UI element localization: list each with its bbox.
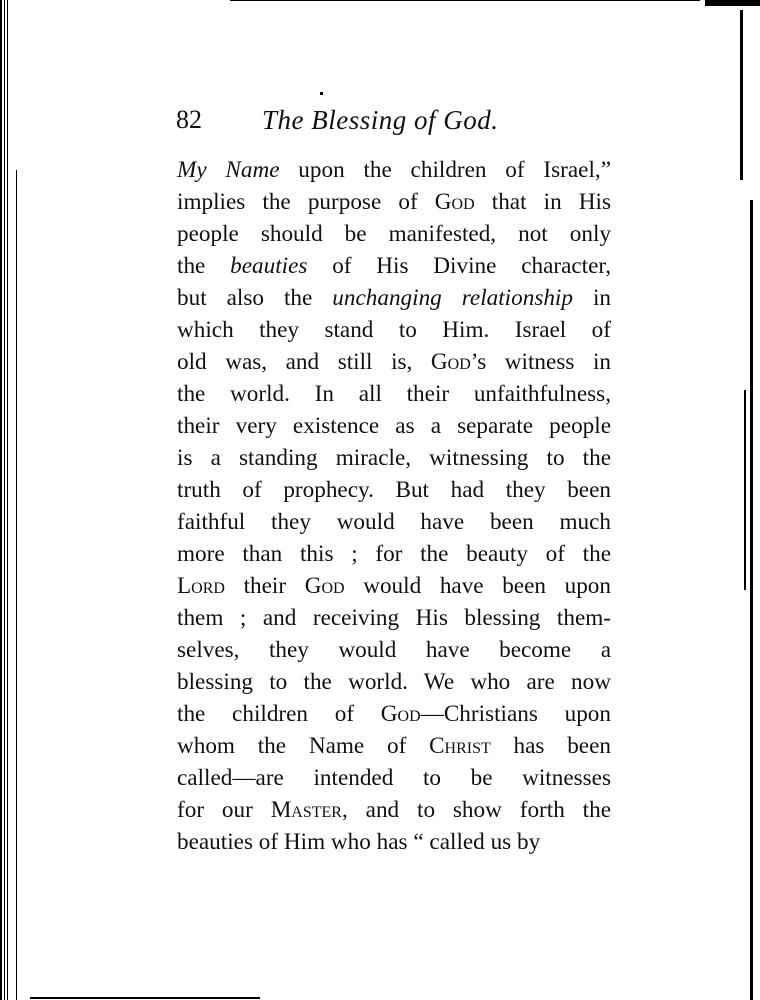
text-run: in [572, 285, 611, 311]
text-run: —Christians upon [420, 701, 611, 727]
left-binding-edge [7, 0, 8, 1000]
text-line [177, 314, 611, 346]
left-binding-edge [4, 0, 5, 1000]
text-line [177, 794, 611, 826]
small-caps-text: God [434, 189, 475, 215]
text-run: called—are intended to be witnesses [177, 765, 611, 791]
small-caps-text: God [430, 349, 471, 375]
text-run: upon the children of Israel,” [279, 157, 611, 183]
running-title: The Blessing of God. [262, 105, 499, 135]
text-run: their very existence as a separate people [177, 413, 611, 439]
text-line [177, 826, 611, 858]
text-run: but also the [177, 285, 333, 311]
text-line [177, 730, 611, 762]
text-run: selves, they would have become a [177, 637, 611, 663]
text-run: ’s witness in [470, 349, 611, 375]
text-line [177, 218, 611, 250]
text-run: has been [490, 733, 611, 759]
bottom-page-edge [30, 997, 260, 999]
page-number: 82 [176, 105, 202, 134]
text-run: which they stand to Him. Israel of [177, 317, 611, 343]
text-line [177, 346, 611, 378]
text-line [177, 698, 611, 730]
text-run: the children of [177, 701, 381, 727]
small-caps-text: Lord [177, 573, 225, 599]
text-run: implies the purpose of [177, 189, 435, 215]
left-binding-edge [0, 0, 2, 1000]
text-line [177, 442, 611, 474]
text-run: that in His [474, 189, 611, 215]
text-run: them ; and receiving His blessing them- [177, 605, 611, 631]
italic-text: beauties [230, 253, 308, 279]
text-run: beauties of Him who has “ called us by [177, 829, 541, 855]
right-page-edge [705, 0, 760, 6]
text-line [177, 378, 611, 410]
italic-text: unchanging relationship [332, 285, 573, 311]
text-line [177, 762, 611, 794]
text-run: whom the Name of [177, 733, 430, 759]
small-caps-text: Master [270, 797, 342, 823]
left-page-edge [16, 170, 17, 1000]
text-line [177, 474, 611, 506]
text-line [177, 154, 611, 186]
text-line [177, 506, 611, 538]
right-page-edge [750, 200, 753, 1000]
text-line [177, 666, 611, 698]
text-line [177, 602, 611, 634]
text-run: the world. In all their unfaithfulness, [177, 381, 611, 407]
text-line [177, 186, 611, 218]
text-line [177, 282, 611, 314]
text-line [177, 410, 611, 442]
text-run: truth of prophecy. But had they been [177, 477, 611, 503]
text-run: the [177, 253, 231, 279]
text-run: would have been upon [344, 573, 611, 599]
text-line [177, 250, 611, 282]
text-run: blessing to the world. We who are now [177, 669, 611, 695]
small-caps-text: God [380, 701, 421, 727]
page-header [176, 102, 616, 138]
top-page-edge [230, 0, 700, 1]
text-line [177, 634, 611, 666]
text-run: faithful they would have been much [177, 509, 611, 535]
text-run: is a standing miracle, witnessing to the [177, 445, 611, 471]
text-run: of His Divine character, [307, 253, 611, 279]
text-run: , and to show forth the [341, 797, 611, 823]
text-line [177, 538, 611, 570]
body-text [177, 154, 611, 858]
text-line [177, 570, 611, 602]
text-run: for our [177, 797, 271, 823]
right-page-edge [744, 390, 746, 590]
text-run: old was, and still is, [177, 349, 431, 375]
right-page-edge [740, 10, 743, 180]
small-caps-text: God [304, 573, 345, 599]
text-run: more than this ; for the beauty of the [177, 541, 611, 567]
text-run: people should be manifested, not only [177, 221, 611, 247]
text-run: their [224, 573, 305, 599]
small-caps-text: Christ [429, 733, 491, 759]
ink-speck [320, 92, 323, 95]
italic-text: My Name [177, 157, 280, 183]
